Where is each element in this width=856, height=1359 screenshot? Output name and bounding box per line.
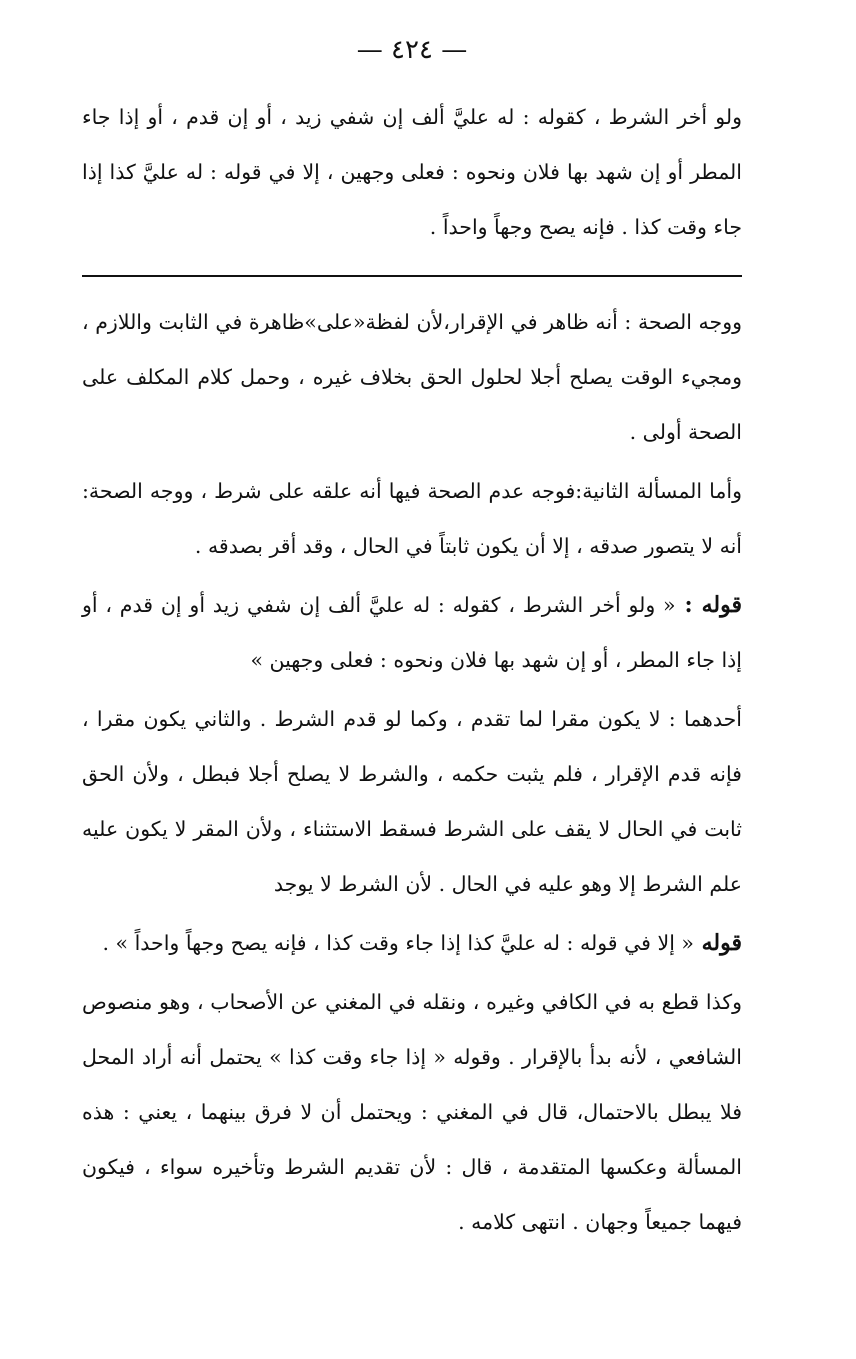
commentary-paragraph-quote-condition [82,578,742,688]
quote-text: « ولو أخر الشرط ، كقوله : له عليَّ ألف إن شفي زيد أو إن قدم ، أو إذا جاء المطر ، أو إن شهد بها فلان ونحوه : فعلى وجهين » [82,593,742,672]
main-text-paragraph: ولو أخر الشرط ، كقوله : له عليَّ ألف إن شفي زيد ، أو إن قدم ، أو إذا جاء المطر أو إن شهد بها فلان ونحوه : فعلى وجهين ، إلا في قوله : له عليَّ كذا إذا جاء وقت كذا . فإنه يصح وجهاً واحداً . [82,105,742,239]
commentary-paragraph-second-issue: وأما المسألة الثانية:فوجه عدم الصحة فيها أنه علقه على شرط ، ووجه الصحة: أنه لا يتصور صدقه ، إلا أن يكون ثابتاً في الحال ، وقد أقر بصدقه . [82,479,742,558]
commentary-paragraph-quote-exception [82,916,742,971]
commentary-paragraph-conclusion: وكذا قطع به في الكافي وغيره ، ونقله في المغني عن الأصحاب ، وهو منصوص الشافعي ، لأنه بدأ بالإقرار . وقوله « إذا جاء وقت كذا » يحتمل أنه أراد المحل فلا يبطل بالاحتمال، قال في المغني : ويحتمل أن لا فرق بينهما ، يعني : هذه المسألة وعكسها المتقدمة ، قال : لأن تقديم الشرط وتأخيره سواء ، فيكون فيهما جميعاً وجهان . انتهى كلامه . [82,990,742,1234]
quote-lead: قوله : [675,592,742,618]
page-number: — ٤٢٤ — [356,35,468,65]
quote-text: « إلا في قوله : له عليَّ كذا إذا جاء وقت كذا ، فإنه يصح وجهاً واحداً » . [102,931,694,955]
text-divider [82,275,742,277]
commentary-paragraph-two-views: أحدهما : لا يكون مقرا لما تقدم ، وكما لو قدم الشرط . والثاني يكون مقرا ، فإنه قدم الإقرار ، فلم يثبت حكمه ، والشرط لا يصلح أجلا فبطل ، ولأن الحق ثابت في الحال لا يقف على الشرط فسقط الاستثناء ، ولأن المقر لا يكون عليه علم الشرط إلا وهو عليه في الحال . لأن الشرط لا يوجد [82,707,742,896]
commentary-paragraph-validity: ووجه الصحة : أنه ظاهر في الإقرار،لأن لفظة«على»ظاهرة في الثابت واللازم ، ومجيء الوقت يصلح أجلا لحلول الحق بخلاف غيره ، وحمل كلام المكلف على الصحة أولى . [82,310,742,444]
quote-lead: قوله [693,930,742,956]
document-page [82,30,742,1254]
commentary-section [82,295,742,1250]
